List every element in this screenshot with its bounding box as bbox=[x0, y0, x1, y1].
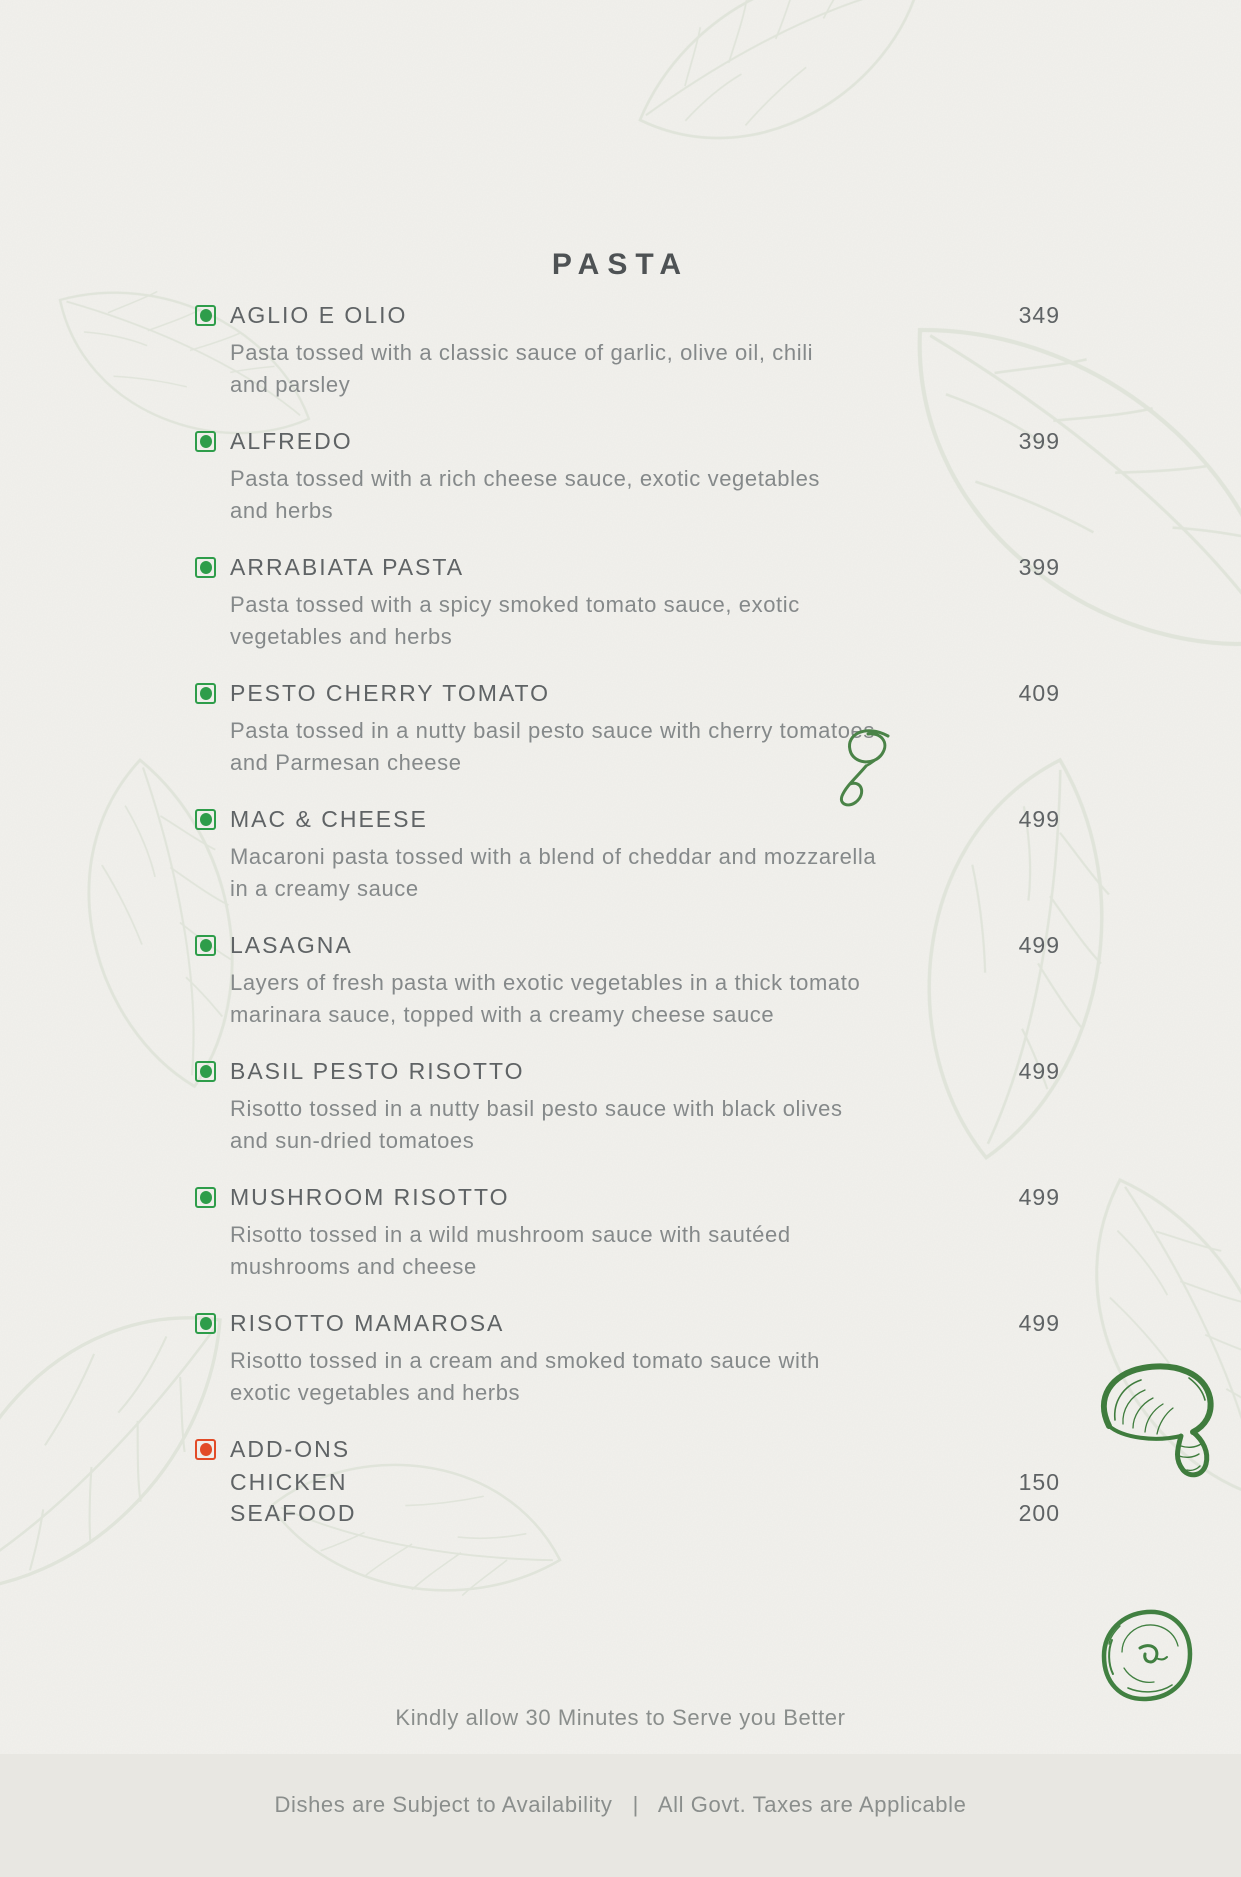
addons-section bbox=[195, 1434, 1060, 1529]
item-name: PESTO CHERRY TOMATO bbox=[230, 680, 551, 706]
menu-item bbox=[195, 426, 1060, 552]
veg-indicator-dot bbox=[200, 1191, 212, 1204]
item-description-line: Pasta tossed with a rich cheese sauce, exotic vegetables bbox=[230, 466, 821, 491]
menu-item bbox=[195, 1182, 1060, 1308]
menu-item-header bbox=[195, 552, 1060, 582]
veg-indicator-dot bbox=[200, 687, 212, 700]
menu-item bbox=[195, 678, 1060, 804]
addon-price: 150 bbox=[1018, 1469, 1060, 1495]
menu-item-header bbox=[195, 1182, 1060, 1212]
item-description-line: and parsley bbox=[230, 372, 351, 397]
item-description-line: Risotto tossed in a wild mushroom sauce with sautéed bbox=[230, 1222, 791, 1247]
veg-indicator-dot bbox=[200, 561, 212, 574]
menu-item-header bbox=[195, 930, 1060, 960]
item-description bbox=[230, 841, 1060, 905]
item-description-line: Risotto tossed in a cream and smoked tomato sauce with bbox=[230, 1348, 821, 1373]
menu-item-header bbox=[195, 300, 1060, 330]
veg-indicator bbox=[195, 1187, 216, 1208]
addon-row bbox=[230, 1498, 1060, 1529]
item-description bbox=[230, 1219, 1060, 1283]
addon-name: SEAFOOD bbox=[230, 1500, 357, 1526]
footer-line-2: Dishes are Subject to Availability | All Govt. Taxes are Applicable bbox=[274, 1792, 967, 1817]
footer-note bbox=[0, 1645, 1241, 1877]
veg-indicator-dot bbox=[200, 309, 212, 322]
item-description bbox=[230, 715, 1060, 779]
menu-item bbox=[195, 1056, 1060, 1182]
addon-name: CHICKEN bbox=[230, 1469, 348, 1495]
menu-item-header bbox=[195, 1056, 1060, 1086]
basil-sprig-icon bbox=[836, 726, 908, 810]
item-description bbox=[230, 1345, 1060, 1409]
addons-label: ADD-ONS bbox=[230, 1436, 351, 1462]
menu-items bbox=[195, 300, 1060, 1434]
item-name: ARRABIATA PASTA bbox=[230, 554, 465, 580]
item-price: 399 bbox=[1018, 554, 1060, 580]
item-description-line: marinara sauce, topped with a creamy cheese sauce bbox=[230, 1002, 775, 1027]
item-name: BASIL PESTO RISOTTO bbox=[230, 1058, 525, 1084]
item-name: LASAGNA bbox=[230, 932, 353, 958]
veg-indicator bbox=[195, 557, 216, 578]
item-description-line: and sun-dried tomatoes bbox=[230, 1128, 475, 1153]
item-description bbox=[230, 463, 1060, 527]
veg-indicator bbox=[195, 431, 216, 452]
veg-indicator-dot bbox=[200, 1317, 212, 1330]
item-description-line: mushrooms and cheese bbox=[230, 1254, 477, 1279]
veg-indicator-dot bbox=[200, 813, 212, 826]
non-veg-indicator bbox=[195, 1439, 216, 1460]
item-name: ALFREDO bbox=[230, 428, 353, 454]
item-price: 499 bbox=[1018, 1058, 1060, 1084]
addons-header bbox=[195, 1434, 1060, 1464]
veg-indicator bbox=[195, 1313, 216, 1334]
item-description bbox=[230, 967, 1060, 1031]
veg-indicator bbox=[195, 935, 216, 956]
veg-indicator bbox=[195, 305, 216, 326]
tomato-sketch-icon bbox=[1098, 1606, 1196, 1706]
item-name: RISOTTO MAMAROSA bbox=[230, 1310, 505, 1336]
item-price: 409 bbox=[1018, 680, 1060, 706]
menu-item bbox=[195, 930, 1060, 1056]
item-description-line: exotic vegetables and herbs bbox=[230, 1380, 521, 1405]
non-veg-indicator-dot bbox=[200, 1443, 212, 1456]
veg-indicator bbox=[195, 809, 216, 830]
item-price: 499 bbox=[1018, 1184, 1060, 1210]
item-description-line: Layers of fresh pasta with exotic vegetables in a thick tomato bbox=[230, 970, 861, 995]
addon-price: 200 bbox=[1018, 1500, 1060, 1526]
item-price: 349 bbox=[1018, 302, 1060, 328]
item-description-line: Risotto tossed in a nutty basil pesto sauce with black olives bbox=[230, 1096, 843, 1121]
item-description-line: Pasta tossed in a nutty basil pesto sauce with cherry tomatoes bbox=[230, 718, 875, 743]
item-name: MAC & CHEESE bbox=[230, 806, 428, 832]
menu-item-header bbox=[195, 804, 1060, 834]
menu-item bbox=[195, 300, 1060, 426]
item-price: 499 bbox=[1018, 1310, 1060, 1336]
veg-indicator-dot bbox=[200, 435, 212, 448]
item-description-line: vegetables and herbs bbox=[230, 624, 453, 649]
menu-item bbox=[195, 1308, 1060, 1434]
menu-item-header bbox=[195, 426, 1060, 456]
item-price: 499 bbox=[1018, 806, 1060, 832]
addon-row bbox=[230, 1467, 1060, 1498]
addon-options bbox=[230, 1467, 1060, 1529]
veg-indicator-dot bbox=[200, 939, 212, 952]
menu-item bbox=[195, 804, 1060, 930]
veg-indicator-dot bbox=[200, 1065, 212, 1078]
item-description bbox=[230, 589, 1060, 653]
footer-line-1: Kindly allow 30 Minutes to Serve you Better bbox=[395, 1705, 846, 1730]
item-description-line: Pasta tossed with a spicy smoked tomato sauce, exotic bbox=[230, 592, 800, 617]
item-name: MUSHROOM RISOTTO bbox=[230, 1184, 510, 1210]
item-description bbox=[230, 1093, 1060, 1157]
item-name: AGLIO E OLIO bbox=[230, 302, 408, 328]
item-description bbox=[230, 337, 1060, 401]
item-description-line: in a creamy sauce bbox=[230, 876, 419, 901]
veg-indicator bbox=[195, 1061, 216, 1082]
menu-item-header bbox=[195, 1308, 1060, 1338]
veg-indicator bbox=[195, 683, 216, 704]
menu-item-header bbox=[195, 678, 1060, 708]
item-description-line: and herbs bbox=[230, 498, 334, 523]
item-price: 399 bbox=[1018, 428, 1060, 454]
item-description-line: Pasta tossed with a classic sauce of garlic, olive oil, chili bbox=[230, 340, 814, 365]
item-price: 499 bbox=[1018, 932, 1060, 958]
item-description-line: Macaroni pasta tossed with a blend of cheddar and mozzarella bbox=[230, 844, 877, 869]
mushroom-sketch-icon bbox=[1093, 1362, 1217, 1496]
item-description-line: and Parmesan cheese bbox=[230, 750, 462, 775]
page-title: PASTA bbox=[551, 248, 690, 281]
menu-item bbox=[195, 552, 1060, 678]
